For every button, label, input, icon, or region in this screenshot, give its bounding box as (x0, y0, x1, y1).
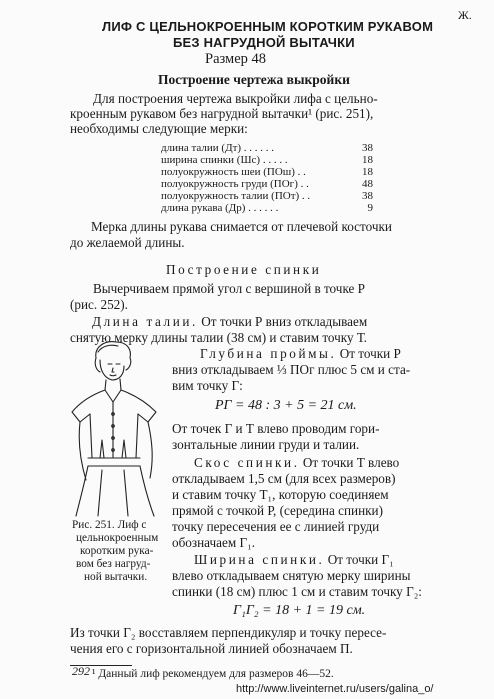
intro-line-2: кроенным рукавом без нагрудной вытачки¹ (рис. 251), (70, 106, 374, 121)
measurement-row (161, 202, 373, 214)
measurement-value: 38 (362, 142, 373, 154)
p5-line-6: обозначаем Г₁. (172, 535, 255, 550)
measurement-label: ширина спинки (Шс) . . . . . (161, 154, 288, 166)
measurement-value: 48 (362, 178, 373, 190)
measurement-row (161, 190, 373, 202)
p5-line-2: откладываем 1,5 см (для всех размеров) (172, 471, 396, 486)
p7-line-2: чения его с горизонтальной линией обозначаем П. (70, 641, 353, 656)
measurement-row (161, 178, 373, 190)
corner-mark: Ж. (458, 8, 472, 22)
p5-line-3: и ставим точку Т₁, которую соединяем (172, 487, 389, 502)
note-line-1: Мерка длины рукава снимается от плечевой косточки (91, 219, 392, 234)
p3-line-1 (200, 346, 401, 362)
term-label: Длина талии. (92, 314, 198, 329)
page-title-line1: ЛИФ С ЦЕЛЬНОКРОЕННЫМ КОРОТКИМ РУКАВОМ (102, 19, 434, 34)
measurement-value: 18 (362, 154, 373, 166)
p5-line-5: точку пересечения ее с линией груди (172, 519, 380, 534)
section-heading-drawing: Построение чертежа выкройки (158, 72, 350, 87)
term-label: Скос спинки. (194, 455, 300, 470)
p3-line-3: вим точку Г: (172, 378, 243, 393)
measurement-value: 38 (362, 190, 373, 202)
p3-line-2: вниз откладываем ⅓ ПОг плюс 5 см и ста- (172, 362, 411, 377)
p5-line-1 (194, 455, 399, 471)
measurement-row (161, 166, 373, 178)
p7-line-1: Из точки Г₂ восставляем перпендикуляр и точку пересе- (70, 625, 387, 640)
measurement-label: длина талии (Дт) . . . . . . (161, 142, 275, 154)
figure-caption-line2: цельнокроенным (76, 532, 159, 544)
measurement-value: 18 (362, 166, 373, 178)
note-line-2: до желаемой длины. (70, 235, 185, 250)
p1-line-2: (рис. 252). (70, 297, 128, 312)
p5-line-4: прямой с точкой Р, (середина спинки) (172, 503, 383, 518)
p2-text: От точки Р вниз откладываем (201, 314, 368, 329)
figure-caption-line5: ной вытачки. (84, 571, 148, 583)
p2-line-1 (92, 314, 367, 330)
p4-line-2: зонтальные линии груди и талии. (172, 437, 360, 452)
term-label: Ширина спинки. (194, 552, 325, 567)
page-number: 292 (72, 664, 90, 678)
measurement-label: длина рукава (Др) . . . . . . (161, 202, 279, 214)
intro-line-1: Для построения чертежа выкройки лифа с цельно- (93, 91, 378, 106)
measurement-row (161, 142, 373, 154)
p6-line-1 (194, 552, 394, 568)
p5-text: От точки Т влево (302, 455, 400, 470)
measurement-label: полуокружность шеи (ПОш) . . (161, 166, 306, 178)
intro-line-3: необходимы следующие мерки: (70, 121, 248, 136)
p6-text: От точки Г₁ (327, 552, 394, 567)
footnote: ¹ Данный лиф рекомендуем для размеров 46—52. (92, 668, 334, 680)
p6-line-2: влево откладываем снятую мерку ширины (172, 568, 411, 583)
section-heading-back: Построение спинки (166, 262, 322, 277)
measurement-label: полуокружность груди (ПОг) . . (161, 178, 309, 190)
source-url: http://www.liveinternet.ru/users/galina_o/ (236, 683, 434, 695)
figure-caption-line3: коротким рука- (80, 545, 154, 557)
measurement-label: полуокружность талии (ПОт) . . (161, 190, 311, 202)
page-title-line2: БЕЗ НАГРУДНОЙ ВЫТАЧКИ (173, 35, 355, 50)
p6-line-3: спинки (18 см) плюс 1 см и ставим точку Г₂: (172, 584, 422, 599)
p3-text: От точки Р (339, 346, 401, 361)
figure-caption-line4: вом без нагруд- (76, 558, 151, 570)
bodice-illustration (66, 340, 170, 518)
measurement-row (161, 154, 373, 166)
formula-rg: РГ = 48 : 3 + 5 = 21 см. (215, 398, 357, 413)
p1-line-1: Вычерчиваем прямой угол с вершиной в точке Р (93, 281, 366, 296)
p2-line-2: снятую мерку длины талии (38 см) и ставим точку Т. (70, 330, 367, 345)
term-label: Глубина проймы. (200, 346, 337, 361)
p4-line-1: От точек Г и Т влево проводим гори- (172, 421, 380, 436)
figure-caption-line1: Рис. 251. Лиф с (72, 519, 147, 531)
formula-g1g2: Г₁Г₂ = 18 + 1 = 19 см. (233, 603, 366, 618)
size-label: Размер 48 (205, 51, 267, 67)
measurement-value: 9 (367, 202, 373, 214)
